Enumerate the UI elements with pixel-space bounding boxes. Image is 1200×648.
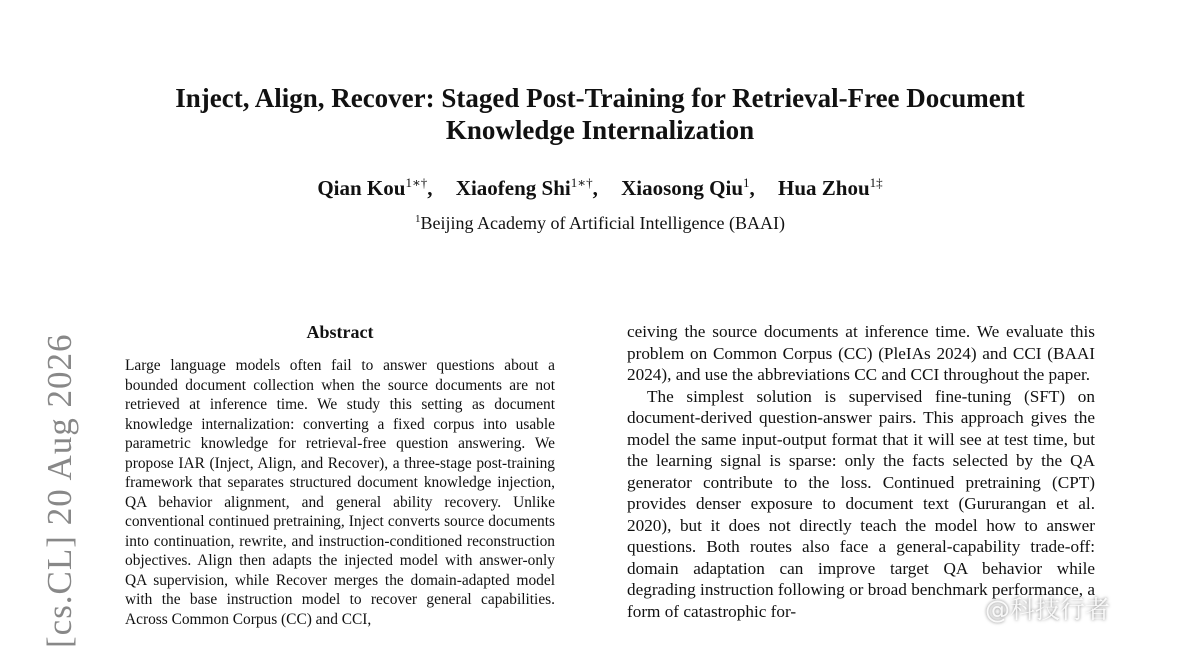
arxiv-side-stamp: [cs.CL] 20 Aug 2026 bbox=[40, 333, 79, 648]
author-sep: , bbox=[749, 176, 755, 200]
author-2 bbox=[456, 176, 598, 200]
intro-paragraph-2: The simplest solution is supervised fine-tuning (SFT) on document-derived question-answer pairs. This approach gives the model the same input-output format that it will see at test time, but the learning signal is sparse: only the facts selected by the QA generator contribute to the loss. Continued pretraining (CPT) provides denser exposure to document text (Gururangan et al. 2020), but it does not directly teach the model how to answer questions. Both routes also face a general-capability trade-off: domain adaptation can improve target QA behavior while degrading instruction following or broad benchmark performance, a form of catastrophic for- bbox=[627, 386, 1095, 621]
paper-title bbox=[0, 82, 1200, 146]
title-line-1: Inject, Align, Recover: Staged Post-Training for Retrieval-Free Document bbox=[175, 83, 1025, 113]
watermark: @科技行者 bbox=[985, 595, 1111, 624]
author-4 bbox=[778, 176, 883, 200]
author-marks: 1∗† bbox=[405, 175, 428, 190]
author-sep: , bbox=[592, 176, 598, 200]
author-name: Xiaosong Qiu bbox=[621, 176, 744, 200]
author-marks: 1∗† bbox=[570, 175, 593, 190]
author-1 bbox=[317, 176, 432, 200]
author-marks: 1‡ bbox=[869, 175, 883, 190]
abstract-heading: Abstract bbox=[306, 322, 374, 342]
abstract-column bbox=[125, 356, 555, 629]
author-name: Xiaofeng Shi bbox=[455, 176, 571, 200]
author-sep: , bbox=[427, 176, 433, 200]
author-name: Qian Kou bbox=[317, 176, 406, 200]
intro-column bbox=[627, 321, 1095, 622]
abstract-text: Large language models often fail to answer questions about a bounded document collection when the source documents are not retrieved at inference time. We study this setting as document knowledge internalization: converting a fixed corpus into usable parametric knowledge for retrieval-free question answering. We propose IAR (Inject, Align, and Recover), a three-stage post-training framework that separates structured document knowledge injection, QA behavior alignment, and general ability recovery. Unlike conventional continued pretraining, Inject converts source documents into continuation, rewrite, and instruction-conditioned reconstruction objectives. Align then adapts the injected model with answer-only QA supervision, while Recover merges the domain-adapted model with the base instruction model to recover general capabilities. Across Common Corpus (CC) and CCI, bbox=[125, 357, 555, 628]
affiliation-text: Beijing Academy of Artificial Intelligence (BAAI) bbox=[420, 213, 785, 233]
title-line-2: Knowledge Internalization bbox=[445, 115, 755, 145]
affiliation bbox=[0, 213, 1200, 234]
author-marks: 1 bbox=[743, 175, 750, 190]
affiliation-mark: 1 bbox=[415, 213, 421, 225]
author-3 bbox=[621, 176, 755, 200]
author-list bbox=[0, 175, 1200, 201]
author-name: Hua Zhou bbox=[778, 176, 870, 200]
intro-paragraph-1: ceiving the source documents at inference time. We evaluate this problem on Common Corpus (CC) (PleIAs 2024) and CCI (BAAI 2024), and use the abbreviations CC and CCI throughout the paper. bbox=[627, 322, 1095, 384]
